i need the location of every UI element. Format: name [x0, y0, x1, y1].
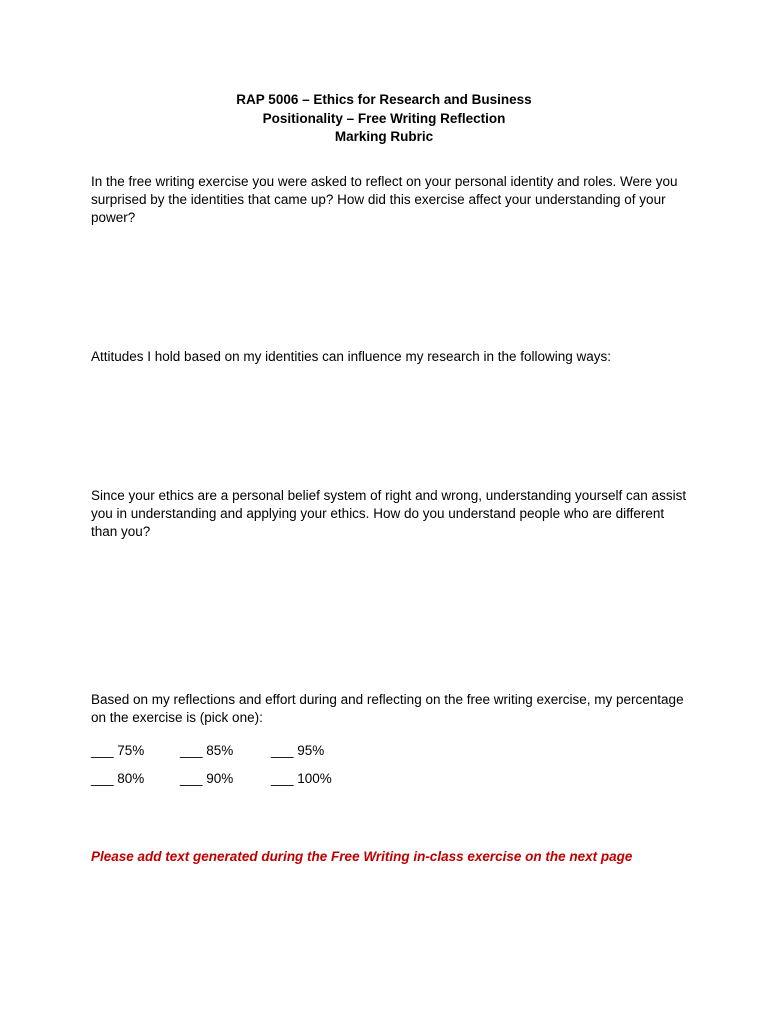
- document-header: [0, 91, 768, 147]
- option-90[interactable]: ___ 90%: [180, 771, 234, 786]
- option-75[interactable]: ___ 75%: [91, 743, 145, 758]
- option-row: [91, 737, 351, 765]
- option-85[interactable]: ___ 85%: [180, 743, 234, 758]
- option-80[interactable]: ___ 80%: [91, 771, 145, 786]
- question-identity-reflection: In the free writing exercise you were asked to reflect on your personal identity and roles. Were you surprised by the identities that came up? How did this exercise affect your understanding of your power?: [91, 174, 678, 225]
- question-understanding-others: Since your ethics are a personal belief system of right and wrong, understanding yourself can assist you in understanding and applying your ethics. How do you understand people who are different than you?: [91, 488, 687, 539]
- question-percentage: Based on my reflections and effort during and reflecting on the free writing exercise, my percentage on the exercise is (pick one):: [91, 692, 684, 725]
- percentage-options: [91, 737, 351, 793]
- option-row: [91, 765, 351, 793]
- question-attitudes: Attitudes I hold based on my identities can influence my research in the following ways:: [91, 349, 612, 364]
- instruction-note: Please add text generated during the Free Writing in-class exercise on the next page: [91, 849, 633, 864]
- course-title: RAP 5006 – Ethics for Research and Business: [236, 92, 532, 107]
- assignment-title: Positionality – Free Writing Reflection: [262, 110, 506, 126]
- option-100[interactable]: ___ 100%: [271, 771, 332, 786]
- rubric-title: Marking Rubric: [334, 129, 434, 144]
- option-95[interactable]: ___ 95%: [271, 743, 325, 758]
